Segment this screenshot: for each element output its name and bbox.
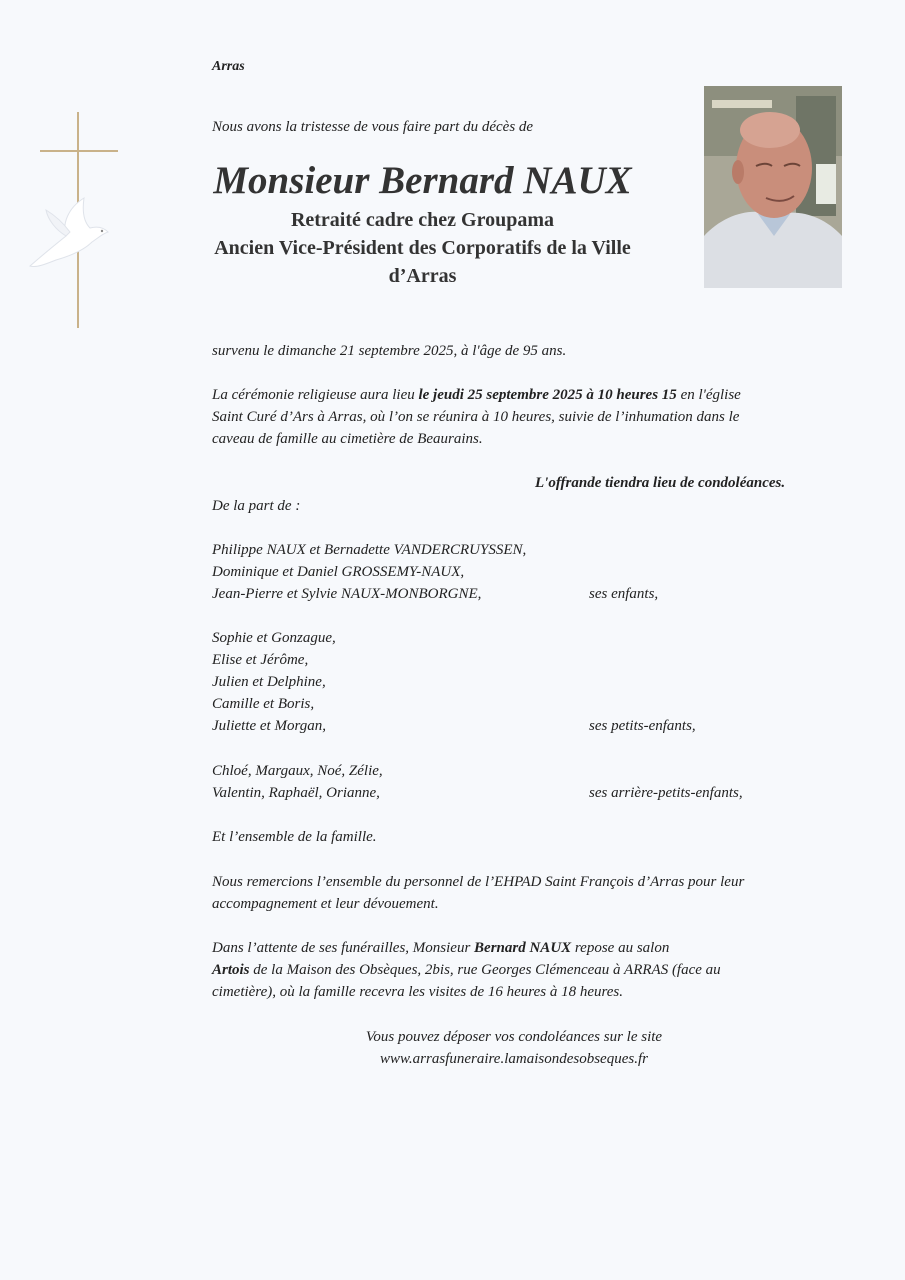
- grandchildren-role: ses petits-enfants,: [589, 718, 696, 734]
- from-label: De la part de :: [212, 498, 301, 514]
- family-line: Et l’ensemble de la famille.: [212, 829, 377, 845]
- subtitle-occupation: Retraité cadre chez Groupama: [290, 209, 555, 231]
- rest-text-end: repose au salon: [571, 940, 670, 956]
- ceremony-date: le jeudi 25 septembre 2025 à 10 heures 15: [418, 387, 677, 403]
- offering-note: L'offrande tiendra lieu de condoléances.: [535, 475, 786, 491]
- child-line: Jean-Pierre et Sylvie NAUX-MONBORGNE,: [212, 586, 482, 602]
- city: Arras: [212, 59, 245, 74]
- rest-text: Dans l’attente de ses funérailles, Monsieur: [212, 940, 475, 956]
- condolences-line: Vous pouvez déposer vos condoléances sur le site: [365, 1029, 663, 1045]
- ceremony-line-3: caveau de famille au cimetière de Beaurains.: [212, 431, 483, 447]
- deceased-name: Monsieur Bernard NAUX: [213, 159, 632, 202]
- ceremony-line-1: [212, 384, 812, 406]
- grandchild-line: Julien et Delphine,: [212, 674, 326, 690]
- condolences-url[interactable]: www.arrasfuneraire.lamaisondesobseques.fr: [380, 1051, 648, 1067]
- subtitle-role: Ancien Vice-Président des Corporatifs de la Ville: [214, 237, 631, 259]
- great-grandchild-line: Valentin, Raphaël, Orianne,: [212, 785, 380, 801]
- child-line: Dominique et Daniel GROSSEMY-NAUX,: [212, 564, 465, 580]
- grandchild-line: Juliette et Morgan,: [212, 718, 326, 734]
- thanks-line-1: Nous remercions l’ensemble du personnel de l’EHPAD Saint François d’Arras pour leur: [212, 874, 745, 890]
- child-line: Philippe NAUX et Bernadette VANDERCRUYSSEN,: [212, 542, 527, 558]
- great-grandchildren-role: ses arrière-petits-enfants,: [589, 785, 743, 801]
- grandchild-line: Camille et Boris,: [212, 696, 315, 712]
- rest-line-1: [212, 937, 812, 959]
- death-notice: survenu le dimanche 21 septembre 2025, à l'âge de 95 ans.: [212, 343, 567, 359]
- cross-horizontal: [40, 150, 118, 152]
- subtitle-role-cont: d’Arras: [388, 265, 457, 287]
- rest-line-3: cimetière), où la famille recevra les visites de 16 heures à 18 heures.: [212, 984, 623, 1000]
- grandchild-line: Sophie et Gonzague,: [212, 630, 336, 646]
- rest-line-2: [212, 959, 812, 981]
- salon-name: Artois: [212, 962, 250, 978]
- ceremony-text-end: en l'église: [676, 387, 741, 403]
- children-role: ses enfants,: [589, 586, 659, 602]
- great-grandchild-line: Chloé, Margaux, Noé, Zélie,: [212, 763, 383, 779]
- salon-address: de la Maison des Obsèques, 2bis, rue Georges Clémenceau à ARRAS (face au: [249, 962, 721, 978]
- grandchild-line: Elise et Jérôme,: [212, 652, 309, 668]
- ceremony-line-2: Saint Curé d’Ars à Arras, où l’on se réunira à 10 heures, suivie de l’inhumation dans le: [212, 409, 740, 425]
- intro-text: Nous avons la tristesse de vous faire part du décès de: [212, 119, 534, 135]
- rest-name: Bernard NAUX: [474, 940, 572, 956]
- ceremony-text: La cérémonie religieuse aura lieu: [212, 387, 419, 403]
- thanks-line-2: accompagnement et leur dévouement.: [212, 896, 439, 912]
